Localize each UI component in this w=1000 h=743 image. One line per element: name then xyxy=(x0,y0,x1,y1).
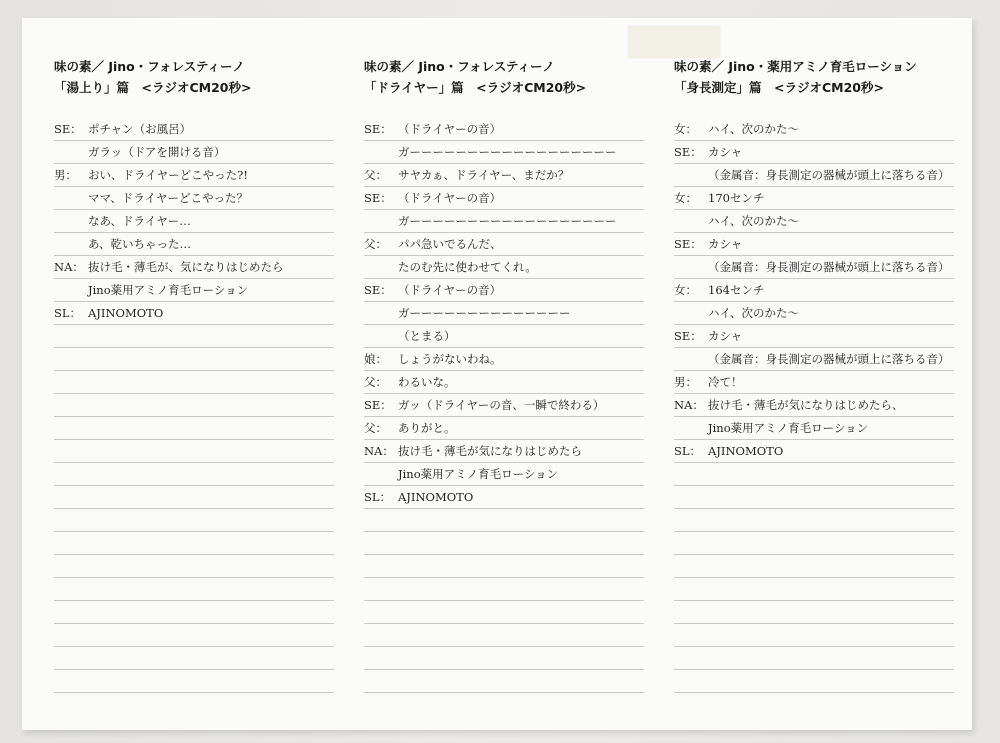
column-header xyxy=(54,56,334,98)
speaker-label: SE： xyxy=(364,398,392,412)
column-subtitle: 「湯上り」篇 <ラジオCM20秒> xyxy=(54,80,252,95)
script-line xyxy=(364,187,644,210)
script-line xyxy=(674,348,954,371)
speaker-label: NA： xyxy=(674,398,704,412)
line-text: サヤカぁ、ドライヤー、まだか？ xyxy=(398,168,570,182)
script-line xyxy=(54,256,334,279)
speaker-label: SE： xyxy=(54,122,82,136)
script-line xyxy=(364,210,644,233)
column-header xyxy=(674,56,954,98)
line-text: （金属音：身長測定の器械が頭上に落ちる音） xyxy=(708,260,950,274)
line-text: AJINOMOTO xyxy=(708,444,784,458)
line-text: （とまる） xyxy=(398,329,456,343)
script-line xyxy=(54,210,334,233)
script-line xyxy=(674,394,954,417)
script-line xyxy=(364,325,644,348)
script-line xyxy=(54,187,334,210)
speaker-label: SL： xyxy=(364,490,392,504)
script-column-3 xyxy=(674,56,954,698)
script-line xyxy=(674,118,954,141)
speaker-label: SE： xyxy=(674,145,702,159)
script-line xyxy=(674,279,954,302)
ruled-lines xyxy=(674,118,954,698)
script-line xyxy=(364,164,644,187)
line-text: ガーーーーーーーーーーーーーー xyxy=(398,306,571,320)
speaker-label: SE： xyxy=(364,191,392,205)
script-line xyxy=(674,233,954,256)
line-text: 170センチ xyxy=(708,191,765,205)
script-line xyxy=(54,118,334,141)
line-text: わるいな。 xyxy=(398,375,456,389)
script-line xyxy=(364,256,644,279)
ruled-lines xyxy=(54,118,334,698)
speaker-label: 父： xyxy=(364,168,387,182)
script-line xyxy=(364,463,644,486)
column-title: 味の素／ Jino・フォレスティーノ xyxy=(54,59,245,74)
speaker-label: 女： xyxy=(674,191,697,205)
speaker-label: NA： xyxy=(54,260,84,274)
speaker-label: 女： xyxy=(674,283,697,297)
speaker-label: 娘： xyxy=(364,352,387,366)
line-text: なあ、ドライヤー… xyxy=(88,214,191,228)
line-text: ガラッ（ドアを開ける音） xyxy=(88,145,226,159)
column-subtitle: 「身長測定」篇 <ラジオCM20秒> xyxy=(674,80,884,95)
line-text: AJINOMOTO xyxy=(398,490,474,504)
line-text: （ドライヤーの音） xyxy=(398,191,502,205)
speaker-label: 男： xyxy=(54,168,77,182)
script-column-1 xyxy=(54,56,334,698)
speaker-label: SE： xyxy=(364,122,392,136)
column-header xyxy=(364,56,644,98)
line-text: カシャ xyxy=(708,237,743,251)
script-line xyxy=(674,302,954,325)
speaker-label: 父： xyxy=(364,237,387,251)
speaker-label: SL： xyxy=(54,306,82,320)
line-text: （金属音：身長測定の器械が頭上に落ちる音） xyxy=(708,352,950,366)
line-text: ハイ、次のかた〜 xyxy=(708,214,799,228)
script-line xyxy=(674,256,954,279)
line-text: パパ急いでるんだ、 xyxy=(398,237,502,251)
script-line xyxy=(364,348,644,371)
script-line xyxy=(674,325,954,348)
speaker-label: NA： xyxy=(364,444,394,458)
ruled-lines xyxy=(364,118,644,698)
speaker-label: SE： xyxy=(674,329,702,343)
speaker-label: SE： xyxy=(364,283,392,297)
line-text: カシャ xyxy=(708,145,743,159)
line-text: ガッ（ドライヤーの音、一瞬で終わる） xyxy=(398,398,605,412)
column-title: 味の素／ Jino・フォレスティーノ xyxy=(364,59,555,74)
script-line xyxy=(54,164,334,187)
column-title: 味の素／ Jino・薬用アミノ育毛ローション xyxy=(674,59,917,74)
script-line xyxy=(364,394,644,417)
script-line xyxy=(674,417,954,440)
script-line xyxy=(364,141,644,164)
line-text: （ドライヤーの音） xyxy=(398,283,502,297)
line-text: AJINOMOTO xyxy=(88,306,164,320)
line-text: （金属音：身長測定の器械が頭上に落ちる音） xyxy=(708,168,950,182)
line-text: 冷て！ xyxy=(708,375,743,389)
line-text: カシャ xyxy=(708,329,743,343)
column-subtitle: 「ドライヤー」篇 <ラジオCM20秒> xyxy=(364,80,587,95)
line-text: たのむ先に使わせてくれ。 xyxy=(398,260,537,274)
line-text: しょうがないわね。 xyxy=(398,352,502,366)
script-line xyxy=(674,187,954,210)
script-line xyxy=(674,371,954,394)
speaker-label: SE： xyxy=(674,237,702,251)
script-sheet xyxy=(22,18,972,730)
line-text: 抜け毛・薄毛が気になりはじめたら xyxy=(398,444,582,458)
script-line xyxy=(364,279,644,302)
line-text: 164センチ xyxy=(708,283,765,297)
line-text: 抜け毛・薄毛が気になりはじめたら、 xyxy=(708,398,904,412)
script-line xyxy=(674,440,954,463)
script-line xyxy=(364,417,644,440)
script-column-2 xyxy=(364,56,644,698)
line-text: ハイ、次のかた〜 xyxy=(708,306,799,320)
speaker-label: 父： xyxy=(364,375,387,389)
line-text: （ドライヤーの音） xyxy=(398,122,502,136)
script-line xyxy=(54,279,334,302)
script-line xyxy=(54,302,334,325)
speaker-label: 男： xyxy=(674,375,697,389)
speaker-label: SL： xyxy=(674,444,702,458)
script-line xyxy=(54,141,334,164)
line-text: Jino薬用アミノ育毛ローション xyxy=(88,283,249,297)
script-line xyxy=(364,233,644,256)
script-line xyxy=(364,440,644,463)
line-text: ガーーーーーーーーーーーーーーーーーー xyxy=(398,214,617,228)
line-text: ママ、ドライヤーどこやった？ xyxy=(88,191,248,205)
script-line xyxy=(364,118,644,141)
line-text: 抜け毛・薄毛が、気になりはじめたら xyxy=(88,260,284,274)
speaker-label: 父： xyxy=(364,421,387,435)
script-line xyxy=(54,233,334,256)
script-line xyxy=(364,371,644,394)
line-text: ありがと。 xyxy=(398,421,456,435)
line-text: おい、ドライヤーどこやった?! xyxy=(88,168,248,182)
script-line xyxy=(364,302,644,325)
masking-tape xyxy=(628,26,720,58)
line-text: ハイ、次のかた〜 xyxy=(708,122,799,136)
line-text: ガーーーーーーーーーーーーーーーーーー xyxy=(398,145,617,159)
line-text: Jino薬用アミノ育毛ローション xyxy=(708,421,869,435)
line-text: あ、乾いちゃった… xyxy=(88,237,192,251)
script-line xyxy=(674,164,954,187)
script-line xyxy=(674,210,954,233)
line-text: ポチャン（お風呂） xyxy=(88,122,192,136)
script-line xyxy=(674,141,954,164)
script-line xyxy=(364,486,644,509)
line-text: Jino薬用アミノ育毛ローション xyxy=(398,467,559,481)
speaker-label: 女： xyxy=(674,122,697,136)
